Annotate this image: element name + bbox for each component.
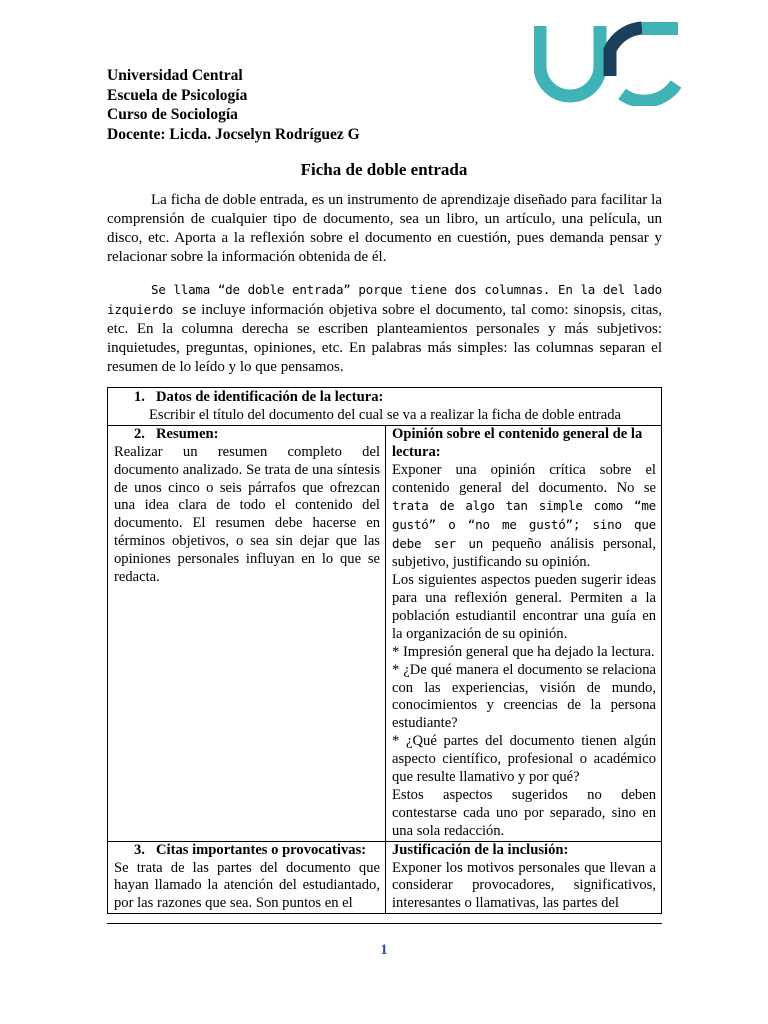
university-logo bbox=[534, 18, 682, 106]
section-2-title: Resumen: bbox=[156, 425, 219, 442]
logo-letter-c-navy bbox=[610, 28, 642, 76]
header-university: Universidad Central bbox=[107, 67, 243, 84]
section-1-text: Escribir el título del documento del cual se va a realizar la ficha de doble entrada bbox=[148, 406, 622, 423]
summary-cell bbox=[108, 425, 386, 841]
opinion-paragraph-1-a: Exponer una opinión crítica sobre el contenido general del documento. No se bbox=[392, 461, 656, 496]
double-entry-table bbox=[107, 387, 662, 924]
opinion-paragraph-1-mono: trata de algo tan simple como “me gustó” o “no me gustó”; sino que debe ser un bbox=[392, 498, 656, 552]
section-3-heading bbox=[114, 842, 380, 860]
logo-c-top-bar bbox=[642, 22, 678, 35]
intro-paragraph-2-mono: Se llama “de doble entrada” porque tiene dos columnas. En la del lado izquierdo se bbox=[107, 282, 662, 317]
section-3-text: Se trata de las partes del documento que hayan llamado la atención del estudiantado, por las razones que sea. Son puntos en el bbox=[114, 859, 380, 912]
section-2-text: Realizar un resumen completo del documento analizado. Se trata de una síntesis de unos cinco o seis párrafos que ofrezcan una idea clara de todo el contenido del documento. El resumen debe hacerse en términos objetivos, o sea sin dejar que las opiniones personales influyan en lo que se redacta. bbox=[114, 443, 380, 586]
page-number: 1 bbox=[380, 942, 388, 958]
opinion-cell bbox=[386, 425, 662, 841]
justification-heading: Justificación de la inclusión: bbox=[392, 841, 569, 858]
section-2-heading bbox=[114, 426, 380, 444]
quotes-cell bbox=[108, 841, 386, 914]
justification-text: Exponer los motivos personales que llevan a considerar provocadores, significativos, interesantes o llamativas, las partes del bbox=[392, 859, 656, 912]
section-3-title: Citas importantes o provocativas: bbox=[156, 841, 367, 858]
opinion-heading: Opinión sobre el contenido general de la lectura: bbox=[392, 425, 643, 460]
section-2-number: 2. bbox=[134, 425, 145, 442]
intro-paragraph-1: La ficha de doble entrada, es un instrumento de aprendizaje diseñado para facilitar la comprensión de cualquier tipo de documento, sea un libro, un artículo, una película, un disco, etc. Aporta a la reflexión sobre el documento en cuestión, pues demanda pensar y relacionar sobre la información obtenida de él. bbox=[107, 192, 662, 265]
opinion-bullet-2: * ¿De qué manera el documento se relaciona con las experiencias, visión de mundo, conocimientos y creencias de la persona estudiante? bbox=[392, 661, 656, 732]
logo-letter-u bbox=[540, 26, 600, 96]
header-course: Curso de Sociología bbox=[107, 106, 238, 123]
table-row-summary bbox=[108, 425, 662, 841]
table-row-quotes bbox=[108, 841, 662, 914]
section-1-title: Datos de identificación de la lectura: bbox=[156, 389, 384, 405]
header-teacher: Docente: Licda. Jocselyn Rodríguez G bbox=[107, 125, 360, 143]
section-1-number: 1. bbox=[134, 389, 145, 405]
opinion-paragraph-1-b: pequeño análisis personal, subjetivo, justificando su opinión. bbox=[392, 536, 656, 571]
logo-letter-c-teal bbox=[622, 84, 676, 101]
section-1-heading bbox=[114, 389, 656, 407]
document-header bbox=[107, 66, 360, 144]
opinion-bullet-3: * ¿Qué partes del documento tienen algún aspecto científico, profesional o académico que resulte llamativo y por qué? bbox=[392, 733, 656, 786]
table-row-identification bbox=[108, 388, 662, 426]
intro-paragraph-2-rest: incluye información objetiva sobre el documento, tal como: sinopsis, citas, etc. En la columna derecha se escriben planteamientos personales y más subjetivos: inquietudes, preguntas, opiniones, etc. En palabras más simples: las columnas separan el resumen de lo leído y lo que pensamos. bbox=[107, 302, 662, 375]
justification-cell bbox=[386, 841, 662, 914]
document-title: Ficha de doble entrada bbox=[300, 160, 468, 179]
opinion-bullet-1: * Impresión general que ha dejado la lectura. bbox=[392, 643, 655, 660]
intro-paragraph-2 bbox=[107, 280, 662, 377]
section-3-number: 3. bbox=[134, 841, 145, 858]
opinion-paragraph-3: Estos aspectos sugeridos no deben contestarse cada uno por separado, sino en una sola redacción. bbox=[392, 786, 656, 839]
opinion-paragraph-2: Los siguientes aspectos pueden sugerir ideas para una reflexión general. Permiten a la población estudiantil encontrar una guía en la organización de su opinión. bbox=[392, 572, 656, 642]
identification-cell bbox=[108, 388, 662, 426]
header-school: Escuela de Psicología bbox=[107, 86, 248, 104]
opinion-paragraph-1 bbox=[392, 462, 656, 572]
